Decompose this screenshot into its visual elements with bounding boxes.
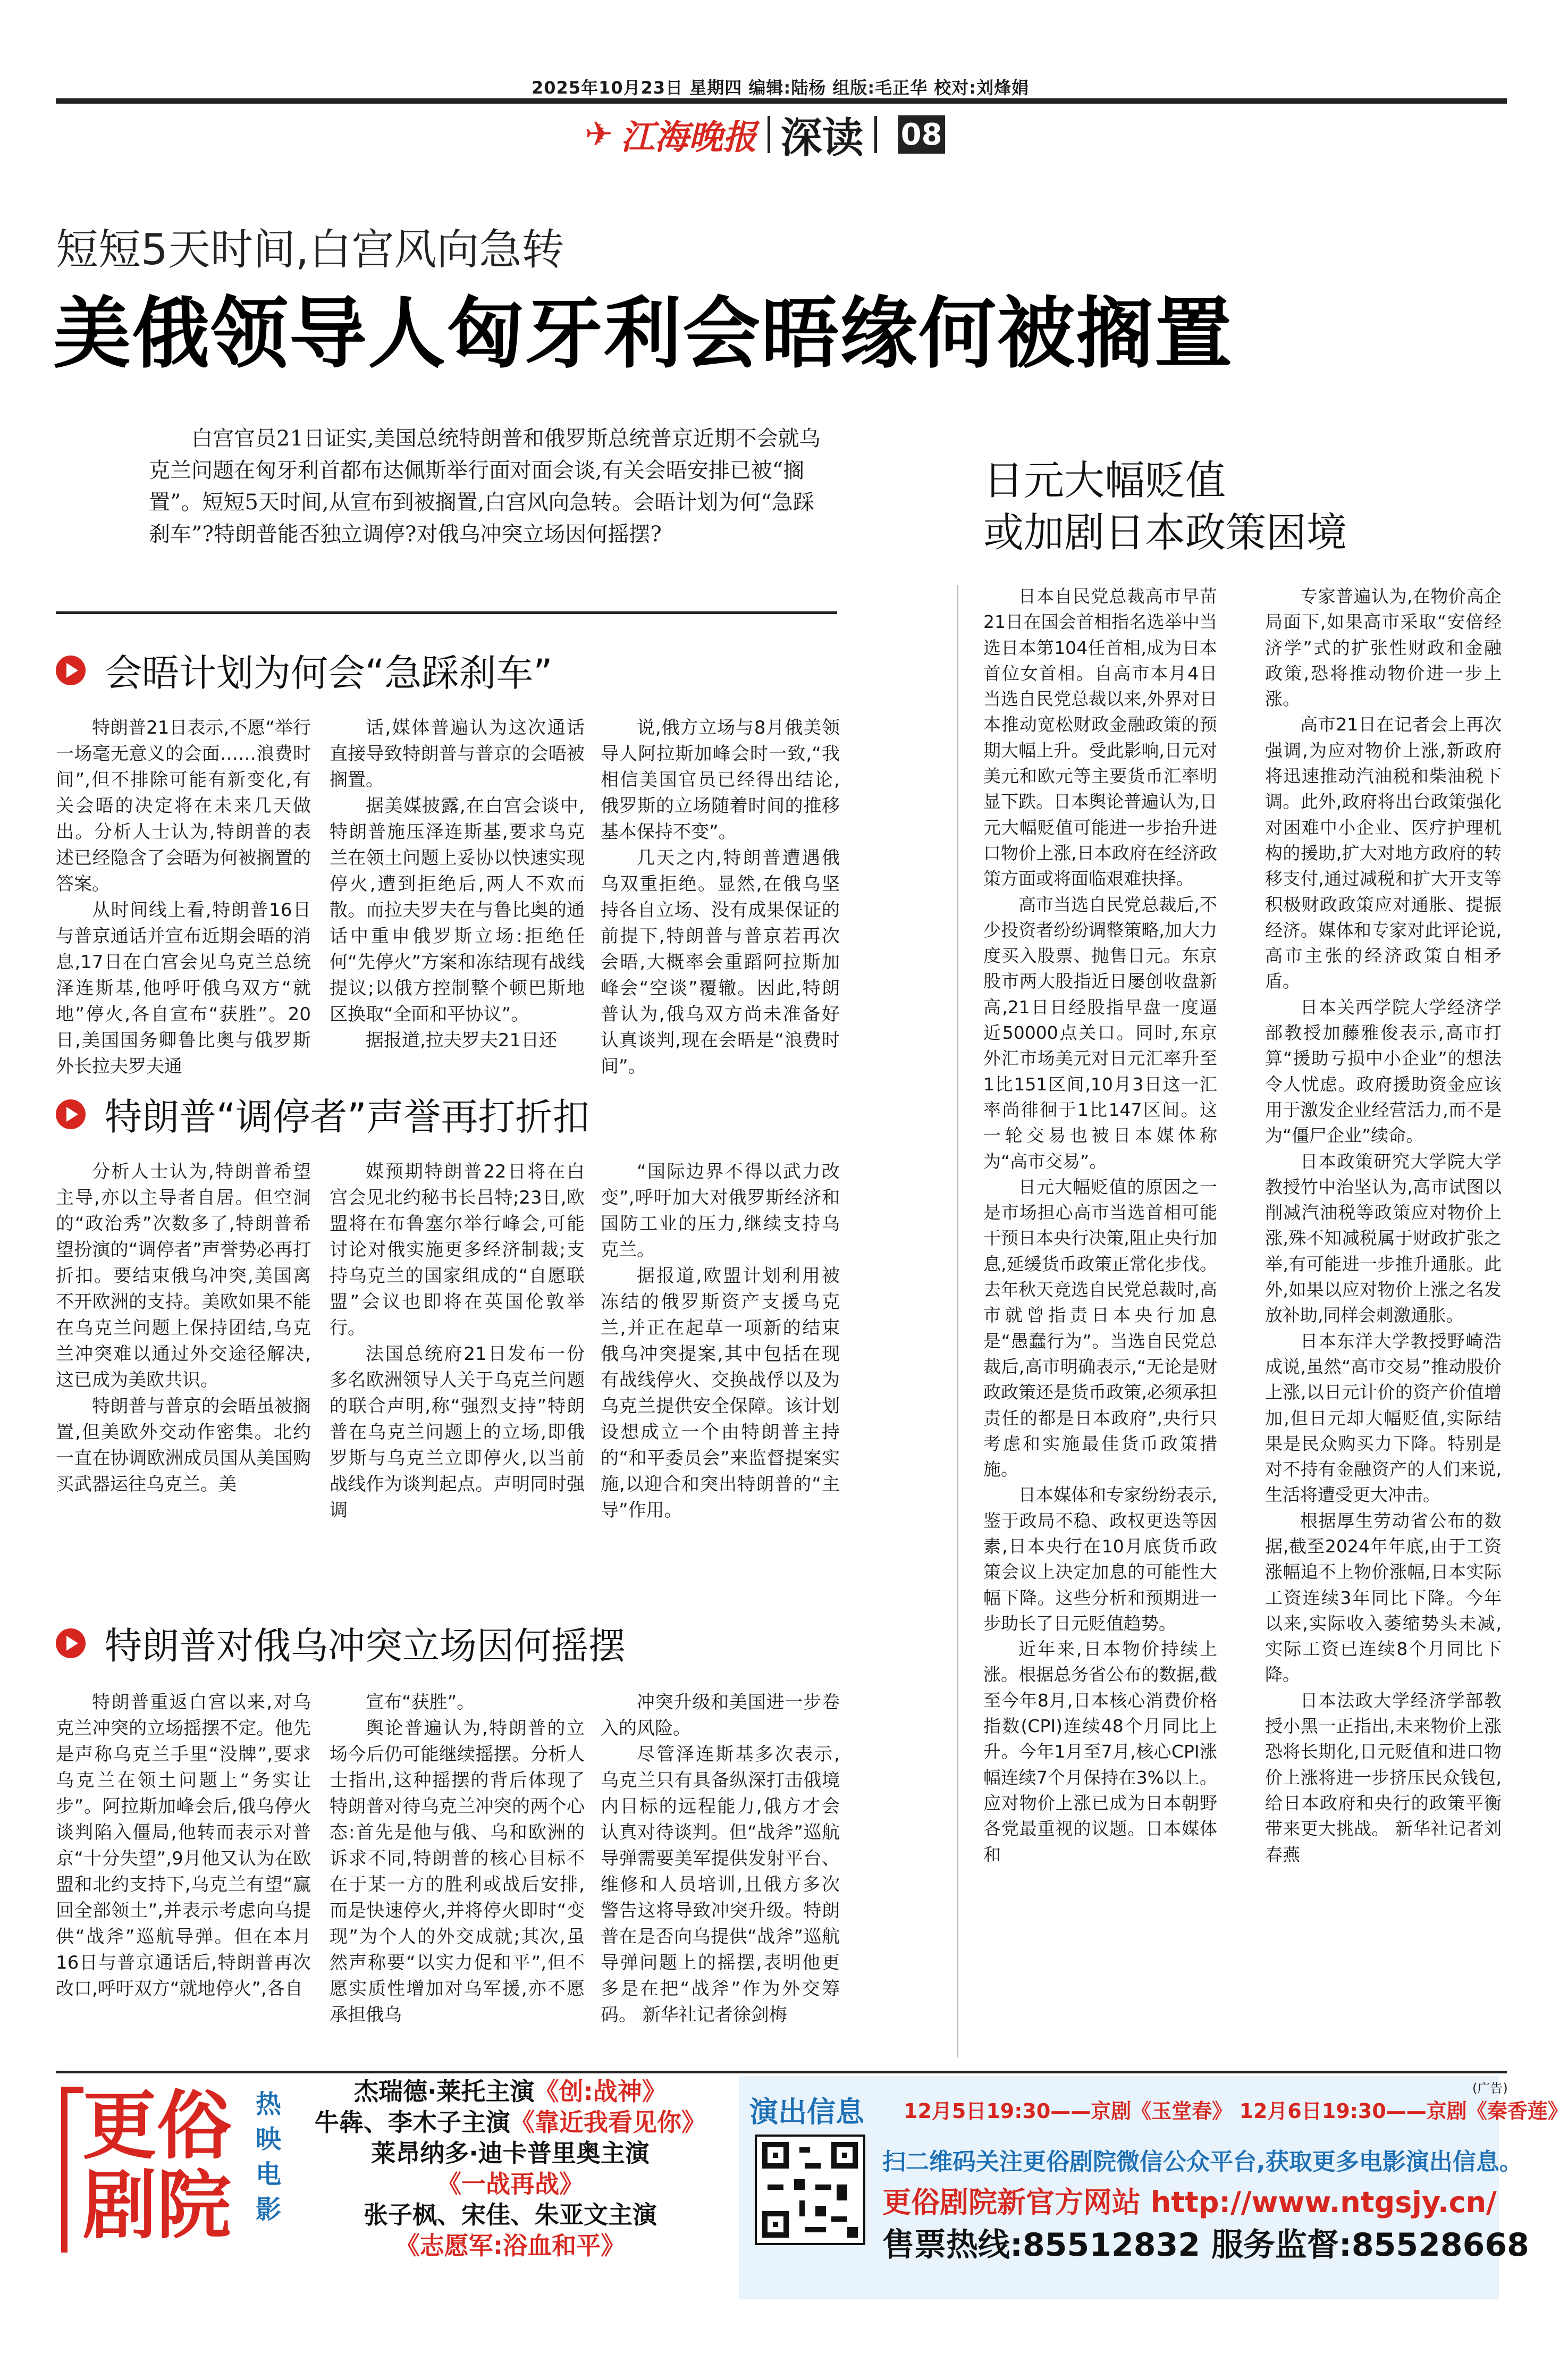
- header-rule: [56, 98, 1507, 104]
- article-lead: 白宫官员21日证实,美国总统特朗普和俄罗斯总统普京近期不会就乌克兰问题在匈牙利首都布达佩斯举行面对面会谈,有关会晤安排已被“搁置”。短短5天时间,从宣布到被搁置,白宫风向急转。会晤计划为何“急踩刹车”?特朗普能否独立调停?对俄乌冲突立场因何摇摆?: [149, 426, 821, 547]
- section-heading-text: 会晤计划为何会“急踩刹车”: [105, 651, 553, 695]
- s3-col2: [330, 1690, 585, 2056]
- paragraph: 宣布“获胜”。: [366, 1692, 475, 1713]
- s2-col2: [330, 1159, 585, 1576]
- section-heading: [56, 1616, 626, 1670]
- section-heading: [56, 1087, 590, 1141]
- show-info-title: 演出信息: [749, 2095, 864, 2129]
- section-heading: [56, 643, 553, 697]
- paragraph: 特朗普重返白宫以来,对乌克兰冲突的立场摇摆不定。他先是声称乌克兰手里“没牌”,要求乌克兰在领土问题上“务实让步”。阿拉斯加峰会后,俄乌停火谈判陷入僵局,他转而表示对普京“十分失望”,9月他又认为在欧盟和北约支持下,乌克兰有望“赢回全部领土”,并表示考虑向乌提供“战斧”巡航导弹。但在本月16日与普京通话后,特朗普再次改口,呼吁双方“就地停火”,各自: [56, 1692, 311, 1999]
- paragraph: 从时间线上看,特朗普16日与普京通话并宣布近期会晤的消息,17日在白宫会见乌克兰总统泽连斯基,他呼吁俄乌双方“就地”停火,各自宣布“获胜”。20日,美国国务卿鲁比奥与俄罗斯外长拉夫罗夫通: [56, 900, 311, 1077]
- theater-logo: [61, 2083, 232, 2249]
- masthead: [585, 111, 945, 162]
- page-meta: 2025年10月23日 星期四 编辑:陆杨 组版:毛正华 校对:刘烽娟: [532, 78, 1030, 98]
- paragraph: 高市21日在记者会上再次强调,为应对物价上涨,新政府将迅速推动汽油税和柴油税下调。此外,政府将出台政策强化对困难中小企业、医疗护理机构的援助,扩大对地方政府的转移支付,通过减税和扩大开支等积极财政政策应对通胀、提振经济。媒体和专家对此评论说,高市主张的经济政策自相矛盾。: [1265, 714, 1502, 992]
- masthead-divider: [768, 116, 770, 153]
- movie-list: [298, 2076, 723, 2261]
- page-number: 08: [898, 115, 945, 154]
- paragraph: 法国总统府21日发布一份多名欧洲领导人关于乌克兰问题的联合声明,称“强烈支持”特朗普在乌克兰问题上的立场,即俄罗斯与乌克兰立即停火,以当前战线作为谈判起点。声明同时强调: [330, 1343, 585, 1521]
- movie-item: 牛犇、李木子主演《靠近我看见你》: [315, 2108, 706, 2137]
- paragraph: 高市当选自民党总裁后,不少投资者纷纷调整策略,加大力度买入股票、抛售日元。东京股市两大股指近日屡创收盘新高,21日日经股指早盘一度逼近50000点关口。同时,东京外汇市场美元对日元汇率升至1比151区间,10月3日这一汇率尚徘徊于1比147区间。这一轮交易也被日本媒体称为“高市交易”。: [983, 894, 1217, 1172]
- paragraph: 说,俄方立场与8月俄美领导人阿拉斯加峰会时一致,“我相信美国官员已经得出结论,俄罗斯的立场随着时间的推移基本保持不变”。: [601, 717, 840, 843]
- paragraph: 据报道,拉夫罗夫21日还: [366, 1030, 558, 1051]
- s1-col3: [601, 715, 840, 1077]
- side-col1: [983, 584, 1217, 2056]
- paragraph: 据报道,欧盟计划利用被冻结的俄罗斯资产支援乌克兰,并正在起草一项新的结束俄乌冲突提案,其中包括在现有战线停火、交换战俘以及为乌克兰提供安全保障。该计划设想成立一个由特朗普主持的“和平委员会”来监督提案实施,以迎合和突出特朗普的“主导”作用。: [601, 1265, 840, 1521]
- paragraph: 日本媒体和专家纷纷表示,鉴于政局不稳、政权更迭等因素,日本央行在10月底货币政策会议上决定加息的可能性大幅下降。这些分析和预期进一步助长了日元贬值趋势。: [983, 1484, 1217, 1634]
- side-col2: [1265, 584, 1502, 2056]
- paragraph: 日元大幅贬值的原因之一是市场担心高市当选首相可能干预日本央行决策,阻止央行加息,延缓货币政策正常化步伐。去年秋天竞选自民党总裁时,高市就曾指责日本央行加息是“愚蠢行为”。当选自民党总裁后,高市明确表示,“无论是财政政策还是货币政策,必须承担责任的都是日本政府”,央行只考虑和实施最佳货币政策措施。: [983, 1176, 1217, 1480]
- paragraph: 日本东洋大学教授野崎浩成说,虽然“高市交易”推动股价上涨,以日元计价的资产价值增加,但日元却大幅贬值,实际结果是民众购买力下降。特别是对不持有金融资产的人们来说,生活将遭受更大冲击。: [1265, 1330, 1502, 1506]
- column-divider: [957, 585, 958, 2057]
- newspaper-logo: 江海晚报: [620, 117, 757, 157]
- paragraph: 日本法政大学经济学部教授小黑一正指出,未来物价上涨恐将长期化,日元贬值和进口物价上涨将进一步挤压民众钱包,给日本政府和央行的政策平衡带来更大挑战。 新华社记者刘春燕: [1265, 1690, 1502, 1865]
- side-article-title: [983, 455, 1347, 559]
- paragraph: 特朗普与普京的会晤虽被搁置,但美欧外交动作密集。北约一直在协调欧洲成员国从美国购买武器运往乌克兰。美: [56, 1396, 311, 1495]
- movie-item: 杰瑞德·莱托主演《创:战神》: [354, 2077, 667, 2106]
- movie-item: 张子枫、宋佳、朱亚文主演: [364, 2200, 657, 2229]
- paragraph: 媒预期特朗普22日将在白宫会见北约秘书长吕特;23日,欧盟将在布鲁塞尔举行峰会,可能讨论对俄实施更多经济制裁;支持乌克兰的国家组成的“自愿联盟”会议也即将在英国伦敦举行。: [330, 1161, 585, 1339]
- s3-col3: [601, 1690, 840, 2056]
- paragraph: 据美媒披露,在白宫会谈中,特朗普施压泽连斯基,要求乌克兰在领土问题上妥协以快速实现停火,遭到拒绝后,两人不欢而散。而拉夫罗夫在与鲁比奥的通话中重申俄罗斯立场:拒绝任何“先停火”方案和冻结现有战线提议;以俄方控制整个顿巴斯地区换取“全面和平协议”。: [330, 795, 585, 1025]
- paragraph: 冲突升级和美国进一步卷入的风险。: [601, 1692, 840, 1739]
- qr-instruction: 扫二维码关注更俗剧院微信公众平台,获取更多电影演出信息。: [882, 2148, 1523, 2175]
- paragraph: 尽管泽连斯基多次表示,乌克兰只有具备纵深打击俄境内目标的远程能力,俄方才会认真对待谈判。但“战斧”巡航导弹需要美军提供发射平台、维修和人员培训,且俄方多次警告这将导致冲突升级。特朗普在是否向乌提供“战斧”巡航导弹问题上的摇摆,表明他更多是在把“战斧”作为外交筹码。 新华社记者徐剑梅: [601, 1744, 840, 2026]
- paragraph: 专家普遍认为,在物价高企局面下,如果高市采取“安倍经济学”式的扩张性财政和金融政策,恐将推动物价进一步上涨。: [1265, 586, 1502, 710]
- paragraph: 近年来,日本物价持续上涨。根据总务省公布的数据,截至今年8月,日本核心消费价格指数(CPI)连续48个月同比上升。今年1月至7月,核心CPI涨幅连续7个月保持在3%以上。应对物价上涨已成为日本朝野各党最重视的议题。日本媒体和: [983, 1639, 1217, 1865]
- paragraph: 分析人士认为,特朗普希望主导,亦以主导者自居。但空洞的“政治秀”次数多了,特朗普希望扮演的“调停者”声誉势必再打折扣。要结束俄乌冲突,美国离不开欧洲的支持。美欧如果不能在乌克兰问题上保持团结,乌克兰冲突难以通过外交途径解决,这已成为美欧共识。: [56, 1161, 311, 1391]
- paragraph: 话,媒体普遍认为这次通话直接导致特朗普与普京的会晤被搁置。: [330, 717, 585, 791]
- paragraph: 几天之内,特朗普遭遇俄乌双重拒绝。显然,在俄乌坚持各自立场、没有成果保证的前提下,特朗普与普京若再次会晤,大概率会重蹈阿拉斯加峰会“空谈”覆辙。因此,特朗普认为,俄乌双方尚未准备好认真谈判,现在会晤是“浪费时间”。: [601, 847, 840, 1077]
- side-title-line: 或加剧日本政策困境: [983, 509, 1347, 556]
- newspaper-logo-icon: ✈: [585, 115, 613, 154]
- movie-item: 莱昂纳多·迪卡普里奥主演: [371, 2139, 650, 2167]
- paragraph: “国际边界不得以武力改变”,呼吁加大对俄罗斯经济和国防工业的压力,继续支持乌克兰。: [601, 1161, 840, 1261]
- movie-item: 《志愿军:浴血和平》: [395, 2231, 626, 2260]
- qr-code-icon[interactable]: [755, 2135, 865, 2245]
- section-heading-text: 特朗普对俄乌冲突立场因何摇摆: [105, 1624, 626, 1668]
- show-schedule: 12月5日19:30——京剧《玉堂春》 12月6日19:30——京剧《秦香莲》: [904, 2099, 1568, 2123]
- article-headline: 美俄领导人匈牙利会晤缘何被搁置: [53, 289, 1233, 379]
- website-link[interactable]: 更俗剧院新官方网站 http://www.ntgsjy.cn/: [882, 2186, 1497, 2219]
- qr-code-graphic: [757, 2137, 863, 2243]
- s3-col1: [56, 1690, 311, 2056]
- s2-col3: [601, 1159, 840, 1576]
- play-bullet-icon: [56, 1099, 86, 1129]
- section-name: 深读: [780, 114, 864, 162]
- paragraph: 日本自民党总裁高市早苗21日在国会首相指名选举中当选日本第104任首相,成为日本首位女首相。自高市本月4日当选自民党总裁以来,外界对日本推动宽松财政金融政策的预期大幅上升。受此影响,日元对美元和欧元等主要货币汇率明显下跌。日本舆论普遍认为,日元大幅贬值可能进一步抬升进口物价上涨,日本政府在经济政策方面或将面临艰难抉择。: [983, 586, 1217, 889]
- section-heading-text: 特朗普“调停者”声誉再打折扣: [105, 1095, 590, 1139]
- play-bullet-icon: [56, 656, 86, 685]
- hot-movies-label: 热映电影: [255, 2089, 281, 2224]
- side-title-line: 日元大幅贬值: [983, 457, 1226, 504]
- paragraph: 特朗普21日表示,不愿“举行一场毫无意义的会面……浪费时间”,但不排除可能有新变化,有关会晤的决定将在未来几天做出。分析人士认为,特朗普的表述已经隐含了会晤为何被搁置的答案。: [56, 717, 311, 895]
- paragraph: 舆论普遍认为,特朗普的立场今后仍可能继续摇摆。分析人士指出,这种摇摆的背后体现了特朗普对待乌克兰冲突的两个心态:首先是他与俄、乌和欧洲的诉求不同,特朗普的核心目标不在于某一方的胜利或战后安排,而是快速停火,并将停火即时“变现”为个人的外交成就;其次,虽然声称要“以实力促和平”,但不愿实质性增加对乌军援,亦不愿承担俄乌: [330, 1718, 585, 2026]
- movie-item: 《一战再战》: [437, 2170, 584, 2198]
- paragraph: 日本关西学院大学经济学部教授加藤雅俊表示,高市打算“援助亏损中小企业”的想法令人忧虑。政府援助资金应该用于激发企业经营活力,而不是为“僵尸企业”续命。: [1265, 996, 1502, 1146]
- paragraph: 根据厚生劳动省公布的数据,截至2024年年底,由于工资涨幅追不上物价涨幅,日本实际工资连续3年同比下降。今年以来,实际收入萎缩势头未减,实际工资已连续8个月同比下降。: [1265, 1510, 1502, 1685]
- article-subtitle: 短短5天时间,白宫风向急转: [56, 225, 564, 274]
- logo-line: 剧院: [82, 2163, 232, 2249]
- paragraph: 日本政策研究大学院大学教授竹中治坚认为,高市试图以削减汽油税等政策应对物价上涨,殊不知减税属于财政扩张之举,有可能进一步推升通胀。此外,如果以应对物价上涨之名发放补助,同样会刺激通胀。: [1265, 1150, 1502, 1326]
- play-bullet-icon: [56, 1628, 86, 1658]
- masthead-divider: [874, 116, 877, 153]
- s2-col1: [56, 1159, 311, 1576]
- lead-rule: [56, 611, 837, 614]
- ticket-hotline: 售票热线:85512832 服务监督:85528668: [882, 2226, 1529, 2264]
- s1-col2: [330, 715, 585, 1053]
- logo-bracket-icon: [61, 2087, 83, 2253]
- ad-tag: (广告): [1472, 2081, 1508, 2096]
- s1-col1: [56, 715, 311, 1077]
- logo-line: 更俗: [82, 2083, 232, 2170]
